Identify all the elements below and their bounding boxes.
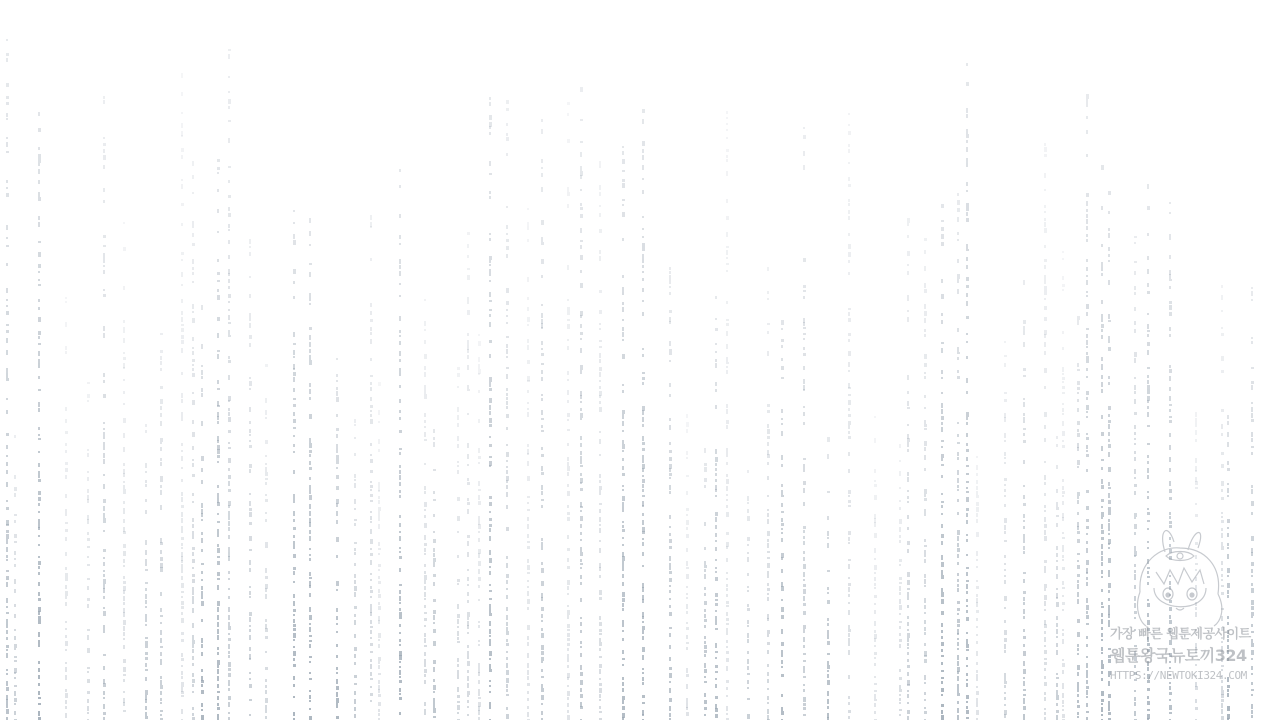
site-watermark (1110, 522, 1251, 702)
watermark-tagline: 가장 빠른 웹툰제공사이트 (1110, 627, 1251, 642)
watermark-site-name: 웹툰왕국뉴토끼324 (1110, 646, 1247, 665)
watermark-url: HTTPS://NEWTOKI324.COM (1110, 669, 1247, 682)
